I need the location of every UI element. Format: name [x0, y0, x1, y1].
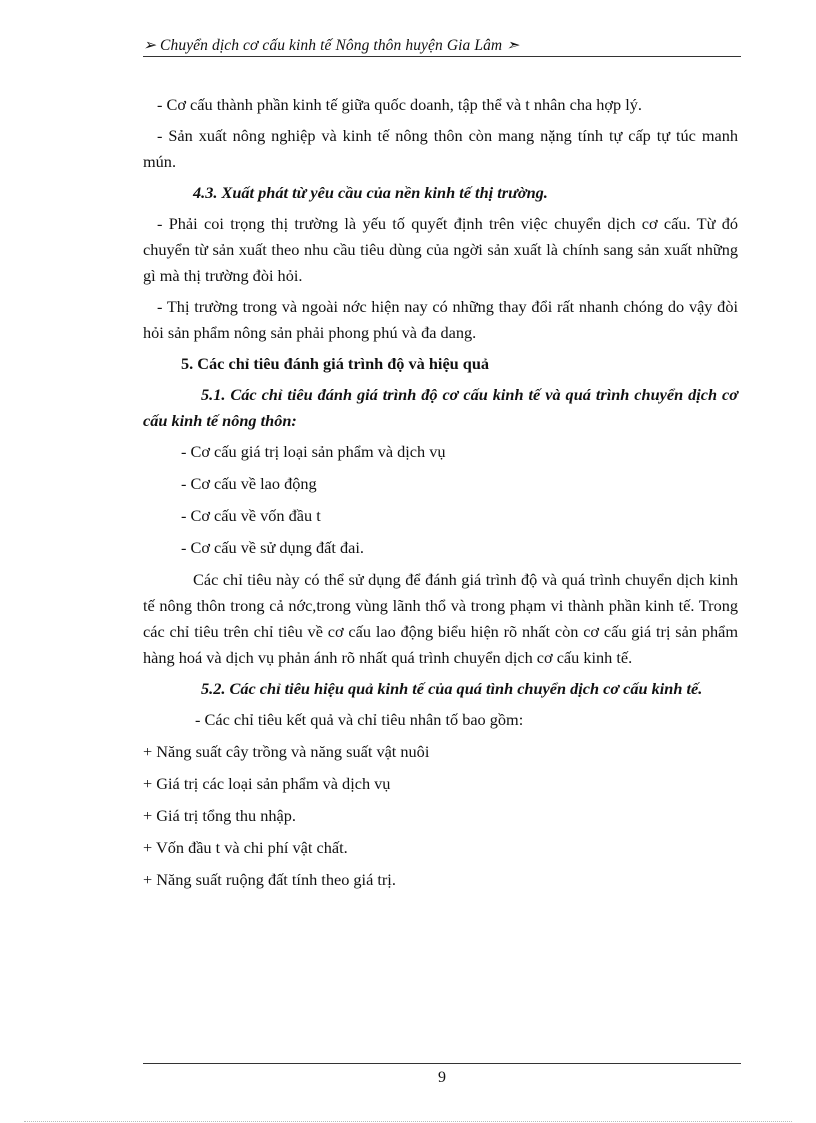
header-title: ➢ Chuyển dịch cơ cấu kinh tế Nông thôn huyện Gia Lâm ➣: [143, 37, 520, 54]
list-item: + Vốn đầu t và chi phí vật chất.: [143, 838, 348, 857]
paragraph: - Phải coi trọng thị trường là yếu tố quyết định trên việc chuyển dịch cơ cấu. Từ đó chuyển từ sản xuất theo nhu cầu tiêu dùng của ngời sản xuất là chính sang sản xuất những gì mà thị trường đòi hỏi.: [143, 214, 738, 285]
paragraph: - Sản xuất nông nghiệp và kinh tế nông thôn còn mang nặng tính tự cấp tự túc manh mún.: [143, 126, 738, 171]
section-heading-5: 5. Các chỉ tiêu đánh giá trình độ và hiệu quả: [181, 354, 490, 373]
footer-rule: [143, 1063, 741, 1064]
page-number: 9: [438, 1069, 446, 1086]
page-header: [143, 36, 741, 57]
list-item: + Năng suất ruộng đất tính theo giá trị.: [143, 870, 396, 889]
list-item: - Cơ cấu về lao động: [181, 474, 317, 493]
list-item: + Giá trị các loại sản phẩm và dịch vụ: [143, 774, 391, 793]
section-heading-5-1: 5.1. Các chỉ tiêu đánh giá trình độ cơ cấu kinh tế và quá trình chuyển dịch cơ cấu kinh tế nông thôn:: [143, 385, 738, 430]
list-item: - Cơ cấu về sử dụng đất đai.: [181, 538, 364, 557]
list-item: - Cơ cấu về vốn đầu t: [181, 506, 321, 525]
list-intro: - Các chỉ tiêu kết quả và chỉ tiêu nhân tố bao gồm:: [195, 710, 524, 729]
paragraph: - Thị trường trong và ngoài nớc hiện nay có những thay đổi rất nhanh chóng do vậy đòi hỏi sản phẩm nông sản phải phong phú và đa dang.: [143, 297, 738, 342]
section-heading-4-3: 4.3. Xuất phát từ yêu cầu của nền kinh tế thị trường.: [193, 183, 548, 202]
page-edge-divider: [24, 1121, 792, 1122]
paragraph: Các chỉ tiêu này có thể sử dụng để đánh giá trình độ và quá trình chuyển dịch kinh tế nông thôn trong cả nớc,trong vùng lãnh thổ và trong phạm vi thành phần kinh tế. Trong các chỉ tiêu trên chỉ tiêu về cơ cấu lao động biểu hiện rõ nhất còn cơ cấu giá trị sản phẩm hàng hoá và dịch vụ phản ánh rõ nhất quá trình chuyển dịch cơ cấu kinh tế.: [143, 570, 738, 667]
document-body: [143, 92, 738, 899]
list-item: + Năng suất cây trồng và năng suất vật nuôi: [143, 742, 430, 761]
section-heading-5-2: 5.2. Các chỉ tiêu hiệu quả kinh tế của quá tình chuyển dịch cơ cấu kinh tế.: [201, 679, 703, 698]
list-item: + Giá trị tổng thu nhập.: [143, 806, 296, 825]
list-item: - Cơ cấu giá trị loại sản phẩm và dịch vụ: [181, 442, 446, 461]
paragraph: - Cơ cấu thành phần kinh tế giữa quốc doanh, tập thể và t nhân cha hợp lý.: [157, 95, 642, 114]
